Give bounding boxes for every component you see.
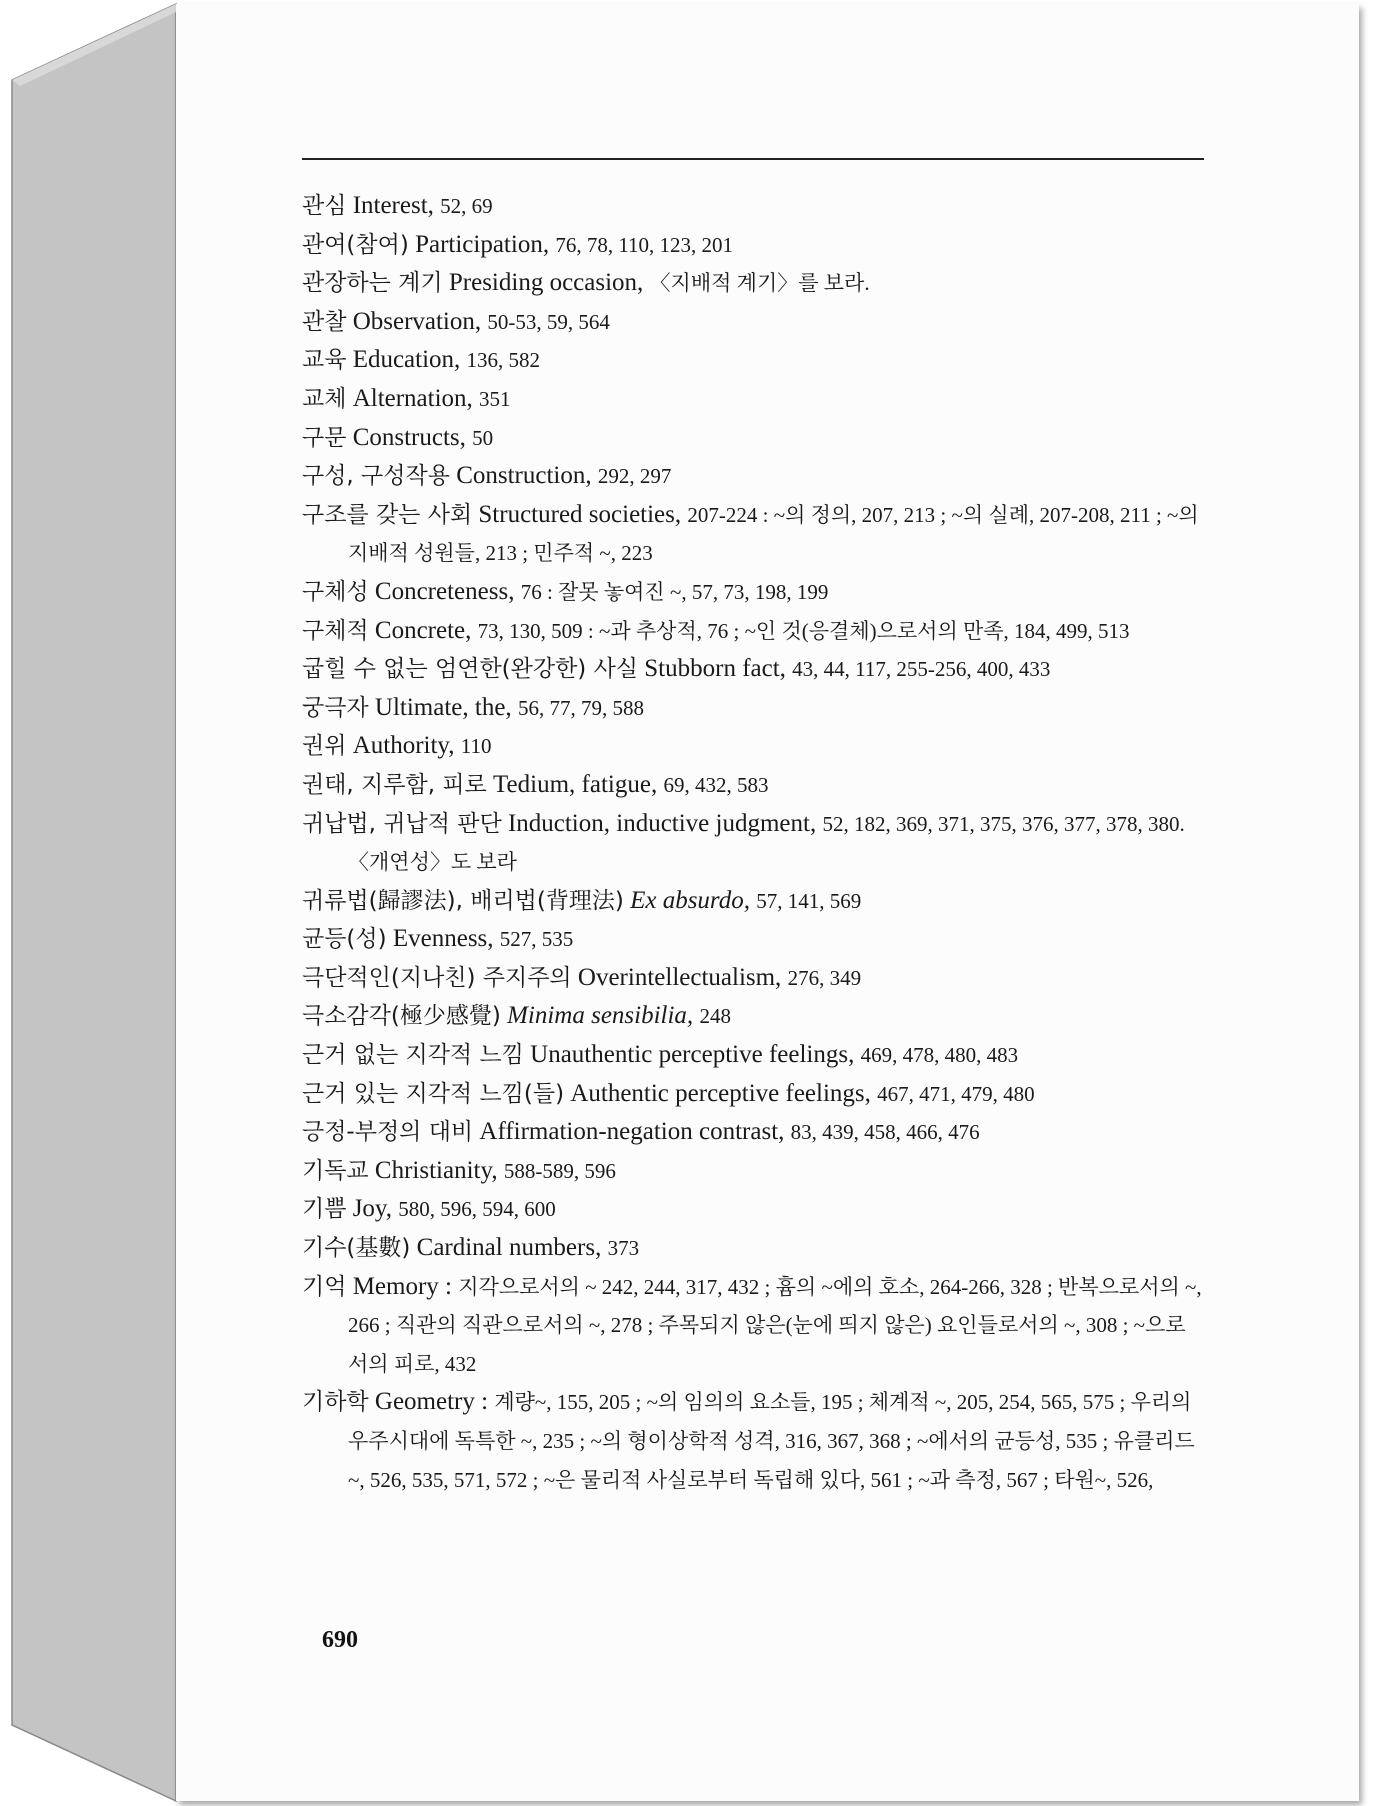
entry-english-term: Participation, xyxy=(415,230,550,258)
entry-english-term: Induction, inductive judgment, xyxy=(507,809,817,837)
index-entry xyxy=(302,226,1204,265)
entry-page-references: 469, 478, 480, 483 xyxy=(860,1043,1019,1068)
entry-page-references: 50-53, 59, 564 xyxy=(487,309,610,334)
entry-page-references: 57, 141, 569 xyxy=(756,888,862,913)
entry-korean-term: 굽힐 수 없는 엄연한(완강한) 사실 xyxy=(302,656,639,683)
index-entry xyxy=(302,1152,1204,1191)
entry-korean-term: 구체적 xyxy=(302,617,369,644)
index-entry xyxy=(302,341,1204,380)
entry-korean-term: 관여(참여) xyxy=(302,231,409,258)
page-number: 690 xyxy=(322,1627,358,1653)
entry-page-references: 73, 130, 509 : ~과 추상적, 76 ; ~인 것(응결체)으로서의 만족, 184, 499, 513 xyxy=(477,618,1130,643)
entry-english-term: Unauthentic perceptive feelings, xyxy=(530,1041,855,1069)
index-entry xyxy=(302,997,1204,1036)
entry-korean-term: 권태, 지루함, 피로 xyxy=(302,771,487,798)
index-entry xyxy=(302,1229,1204,1268)
entry-page-references: 110 xyxy=(460,734,492,759)
entry-korean-term: 귀류법(歸謬法), 배리법(背理法) xyxy=(302,887,624,914)
entry-page-references: 136, 582 xyxy=(466,348,541,373)
entry-english-term: Alternation, xyxy=(352,384,473,412)
entry-english-term: Concrete, xyxy=(374,616,472,644)
entry-korean-term: 기하학 xyxy=(302,1389,369,1416)
index-entry xyxy=(302,650,1204,689)
entry-page-references: 52, 69 xyxy=(440,194,493,218)
index-entry xyxy=(302,1190,1204,1229)
entry-korean-term: 기억 xyxy=(302,1273,347,1300)
entry-korean-term: 권위 xyxy=(302,733,347,760)
index-entry xyxy=(302,187,1204,226)
entry-english-term: Joy, xyxy=(352,1195,393,1223)
entry-english-term: Geometry : xyxy=(374,1388,489,1416)
entry-page-references: 588-589, 596 xyxy=(503,1158,616,1183)
index-entry xyxy=(302,1113,1204,1152)
index-entry xyxy=(302,805,1204,882)
index-entries xyxy=(302,187,1204,1499)
index-entry xyxy=(302,766,1204,805)
entry-english-term: Cardinal numbers, xyxy=(416,1234,602,1262)
entry-english-term: Tedium, fatigue, xyxy=(493,770,658,798)
entry-english-term: Minima sensibilia, xyxy=(507,1002,694,1030)
entry-page-references: 373 xyxy=(607,1236,640,1261)
index-entry xyxy=(302,1036,1204,1075)
index-entry xyxy=(302,1075,1204,1114)
entry-korean-term: 관찰 xyxy=(302,308,347,335)
entry-korean-term: 근거 없는 지각적 느낌 xyxy=(302,1042,524,1069)
entry-english-term: Authentic perceptive feelings, xyxy=(570,1079,871,1107)
entry-english-term: Interest, xyxy=(352,192,434,219)
index-entry xyxy=(302,882,1204,921)
entry-page-references: 248 xyxy=(699,1004,731,1029)
entry-page-references: 83, 439, 458, 466, 476 xyxy=(790,1120,980,1145)
entry-english-term: Observation, xyxy=(352,307,482,335)
entry-page-references: 351 xyxy=(479,386,511,411)
header-rule xyxy=(302,158,1204,160)
entry-page-references: 207-224 : ~의 정의, 207, 213 ; ~의 실례, 207-208, 211 ; ~의 지배적 성원들, 213 ; 민주적 ~, 223 xyxy=(348,502,1199,566)
entry-page-references: 76, 78, 110, 123, 201 xyxy=(555,232,734,257)
entry-page-references: 52, 182, 369, 371, 375, 376, 377, 378, 380. 〈개연성〉도 보라 xyxy=(348,811,1185,875)
entry-english-term: Structured societies, xyxy=(478,500,682,528)
entry-korean-term: 관장하는 계기 xyxy=(302,270,443,297)
index-entry xyxy=(302,920,1204,959)
entry-korean-term: 극단적인(지나친) 주지주의 xyxy=(302,964,572,991)
index-entry xyxy=(302,496,1204,573)
entry-korean-term: 균등(성) xyxy=(302,926,387,953)
entry-korean-term: 구체성 xyxy=(302,578,369,605)
index-entry xyxy=(302,959,1204,998)
entry-page-references: 580, 596, 594, 600 xyxy=(398,1197,556,1222)
entry-english-term: Ultimate, the, xyxy=(374,693,512,721)
entry-korean-term: 구조를 갖는 사회 xyxy=(302,501,473,528)
entry-english-term: Constructs, xyxy=(352,423,466,451)
entry-korean-term: 교체 xyxy=(302,385,347,412)
entry-korean-term: 기독교 xyxy=(302,1157,369,1184)
index-entry xyxy=(302,457,1204,496)
entry-korean-term: 극소감각(極少感覺) xyxy=(302,1003,501,1030)
index-entry xyxy=(302,303,1204,342)
entry-korean-term: 궁극자 xyxy=(302,694,369,721)
index-entry xyxy=(302,1268,1204,1384)
entry-korean-term: 기쁨 xyxy=(302,1196,347,1223)
entry-english-term: Authority, xyxy=(352,732,455,760)
entry-english-term: Overintellectualism, xyxy=(577,963,782,991)
entry-page-references: 276, 349 xyxy=(787,965,862,990)
entry-korean-term: 교육 xyxy=(302,347,347,374)
entry-korean-term: 긍정-부정의 대비 xyxy=(302,1119,474,1146)
entry-korean-term: 기수(基數) xyxy=(302,1235,411,1262)
entry-english-term: Concreteness, xyxy=(374,577,515,605)
entry-page-references: 292, 297 xyxy=(597,464,672,489)
entry-page-references: 76 : 잘못 놓여진 ~, 57, 73, 198, 199 xyxy=(520,579,829,604)
entry-english-term: Construction, xyxy=(456,462,592,490)
entry-page-references: 계량~, 155, 205 ; ~의 임의의 요소들, 195 ; 체계적 ~, 205, 254, 565, 575 ; 우리의 우주시대에 독특한 ~, 235 ; ~의 형이상학적 성격, 316, 367, 368 ; ~에서의 균등성, 535 ; 유클리드~, 526, 535, 571, 572 ; ~은 물리적 사실로부터 독립해 있다, 561 ; ~과 측정, 567 ; 타원~, 526, xyxy=(348,1390,1195,1492)
entry-page-references: 527, 535 xyxy=(499,927,574,952)
index-entry xyxy=(302,1383,1204,1499)
entry-page-references: 〈지배적 계기〉를 보라. xyxy=(649,271,870,296)
entry-page-references: 50 xyxy=(472,425,494,450)
index-entry xyxy=(302,727,1204,766)
entry-korean-term: 구성, 구성작용 xyxy=(302,463,450,490)
entry-page-references: 69, 432, 583 xyxy=(663,772,769,797)
entry-korean-term: 구문 xyxy=(302,424,347,451)
index-entry xyxy=(302,264,1204,303)
entry-english-term: Memory : xyxy=(352,1272,452,1300)
entry-english-term: Presiding occasion, xyxy=(448,269,644,297)
entry-korean-term: 근거 있는 지각적 느낌(들) xyxy=(302,1080,565,1107)
entry-korean-term: 관심 xyxy=(302,193,347,219)
index-entry xyxy=(302,612,1204,651)
entry-english-term: Stubborn fact, xyxy=(644,655,786,683)
entry-page-references: 467, 471, 479, 480 xyxy=(877,1081,1035,1106)
entry-english-term: Evenness, xyxy=(392,925,494,953)
index-entry xyxy=(302,689,1204,728)
entry-korean-term: 귀납법, 귀납적 판단 xyxy=(302,810,502,837)
index-entry xyxy=(302,573,1204,612)
index-entry xyxy=(302,419,1204,458)
entry-english-term: Affirmation-negation contrast, xyxy=(479,1118,785,1146)
index-entry xyxy=(302,380,1204,419)
entry-page-references: 43, 44, 117, 255-256, 400, 433 xyxy=(792,657,1051,682)
entry-english-term: Ex absurdo, xyxy=(630,886,750,914)
entry-page-references: 지각으로서의 ~ 242, 244, 317, 432 ; 흄의 ~에의 호소, 264-266, 328 ; 반복으로서의 ~, 266 ; 직관의 직관으로서의 ~, 278 ; 주목되지 않은(눈에 띄지 않은) 요인들로서의 ~, 308 ; ~으로서의 피로, 432 xyxy=(348,1274,1202,1376)
entry-page-references: 56, 77, 79, 588 xyxy=(517,695,644,720)
entry-english-term: Christianity, xyxy=(374,1156,498,1184)
entry-english-term: Education, xyxy=(352,346,461,374)
